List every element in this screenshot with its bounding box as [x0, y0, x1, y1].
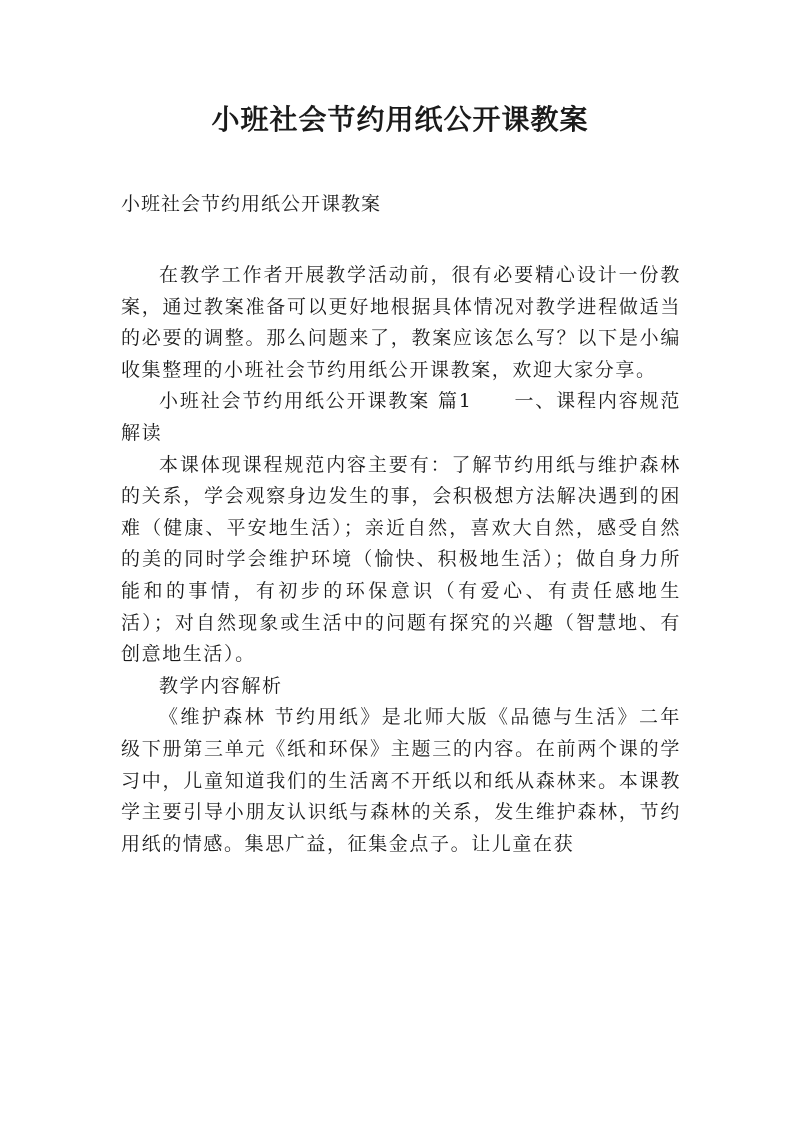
paragraph-intro: 在教学工作者开展教学活动前，很有必要精心设计一份教案，通过教案准备可以更好地根据具体情况对教学进程做适当的必要的调整。那么问题来了，教案应该怎么写？以下是小编收集整理的小班社会节约用纸公开课教案，欢迎大家分享。	[121, 264, 681, 381]
document-body	[121, 260, 681, 860]
document-title: 小班社会节约用纸公开课教案	[211, 103, 589, 136]
document-subtitle: 小班社会节约用纸公开课教案	[121, 193, 382, 215]
paragraph-content-analysis-heading: 教学内容解析	[159, 674, 283, 697]
paragraph-section-heading: 小班社会节约用纸公开课教案 篇1 一、课程内容规范解读	[121, 390, 681, 444]
paragraph-curriculum: 本课体现课程规范内容主要有：了解节约用纸与维护森林的关系，学会观察身边发生的事，会积极想方法解决遇到的困难（健康、平安地生活）；亲近自然，喜欢大自然，感受自然的美的同时学会维护环境（愉快、积极地生活）；做自身力所能和的事情，有初步的环保意识（有爱心、有责任感地生活）；对自然现象或生活中的问题有探究的兴趣（智慧地、有创意地生活）。	[121, 453, 681, 666]
paragraph-content-analysis: 《维护森林 节约用纸》是北师大版《品德与生活》二年级下册第三单元《纸和环保》主题三的内容。在前两个课的学习中，儿童知道我们的生活离不开纸以和纸从森林来。本课教学主要引导小朋友认识纸与森林的关系，发生维护森林，节约用纸的情感。集思广益，征集金点子。让儿童在获	[121, 706, 681, 855]
